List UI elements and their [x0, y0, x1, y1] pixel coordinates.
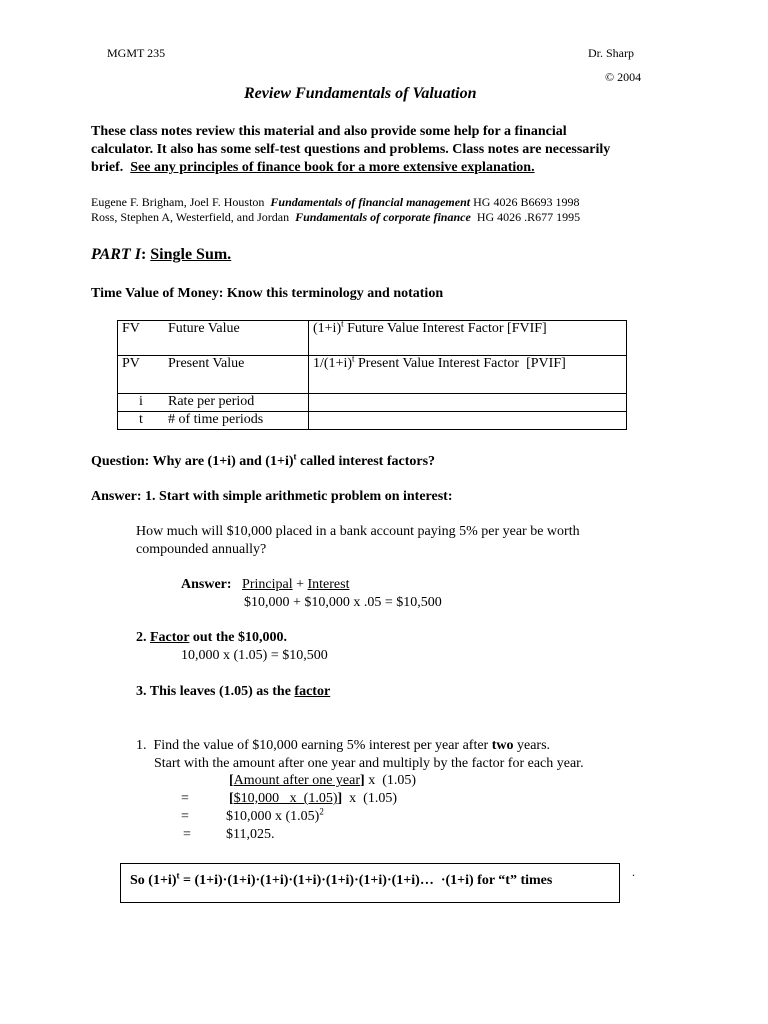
term-cell: # of time periods — [164, 412, 309, 430]
factor-cell — [309, 412, 627, 430]
factor-cell — [309, 394, 627, 412]
problem-line-1: How much will $10,000 placed in a bank account paying 5% per year be worth — [136, 524, 580, 539]
copyright: © 2004 — [605, 70, 642, 84]
reference-1: Eugene F. Brigham, Joel F. Houston Fundamentals of financial management HG 4026 B6693 1998 — [91, 195, 580, 209]
reference-2-book: Fundamentals of corporate finance — [295, 210, 471, 224]
term-cell: Present Value — [164, 356, 309, 394]
answer-calculation: $10,000 + $10,000 x .05 = $10,500 — [244, 595, 442, 610]
course-code: MGMT 235 — [107, 46, 166, 60]
table-row — [118, 394, 627, 412]
stray-mark: . — [632, 865, 635, 879]
extensive-explanation-note: See any principles of finance book for a more extensive explanation. — [130, 160, 535, 175]
reference-2: Ross, Stephen A, Westerfield, and Jordan Fundamentals of corporate finance HG 4026 .R677 1995 — [91, 210, 581, 224]
answer-formula: Answer: Principal + Interest — [181, 577, 350, 592]
part-name: Single Sum. — [150, 246, 232, 263]
abbr-cell: t — [118, 412, 165, 430]
table-row — [118, 412, 627, 430]
reference-1-book: Fundamentals of financial management — [270, 195, 471, 209]
part-heading: PART I: Single Sum. — [91, 246, 232, 263]
equals-sign: = — [181, 791, 189, 806]
example-line-2: Start with the amount after one year and multiply by the factor for each year. — [154, 756, 584, 771]
step-2-calculation: 10,000 x (1.05) = $10,500 — [181, 648, 328, 663]
terminology-table — [117, 320, 627, 430]
intro-line-2: calculator. It also has some self-test questions and problems. Class notes are necessarily — [91, 142, 611, 157]
term-cell: Rate per period — [164, 394, 309, 412]
intro-line-3: brief. See any principles of finance book for a more extensive explanation. — [91, 160, 535, 175]
equals-sign: = — [181, 809, 189, 824]
equals-sign: = — [183, 827, 191, 842]
intro-line-1: These class notes review this material and also provide some help for a financial — [91, 124, 567, 139]
example-row-2: [$10,000 x (1.05)] x (1.05) — [229, 791, 397, 806]
example-line-1: 1. Find the value of $10,000 earning 5% interest per year after two years. — [136, 738, 551, 753]
table-row — [118, 356, 627, 394]
problem-line-2: compounded annually? — [136, 542, 267, 557]
answer-step-1: Answer: 1. Start with simple arithmetic problem on interest: — [91, 489, 453, 504]
factor-cell: $1/(1+i)^t$ Present Value Interest Factor [PVIF] — [309, 356, 627, 394]
factor-cell: $(1+i)^t$ Future Value Interest Factor [FVIF] — [309, 321, 627, 356]
step-3: 3. This leaves (1.05) as the factor — [136, 684, 331, 699]
document-title: Review Fundamentals of Valuation — [244, 85, 477, 102]
example-row-4: $11,025. — [226, 827, 275, 842]
abbr-cell: PV — [118, 356, 165, 394]
example-row-1: [Amount after one year] x (1.05) — [229, 773, 417, 788]
abbr-cell: FV — [118, 321, 165, 356]
table-row — [118, 321, 627, 356]
question: Question: Why are (1+i) and $(1+i)^t$ called interest factors? — [91, 451, 436, 469]
summary-formula: So $(1+i)^t$ = (1+i)·(1+i)·(1+i)·(1+i)·(1+i)·(1+i)·(1+i)… ·(1+i) for “t” times — [130, 870, 553, 888]
example-row-3: $10,000 x $(1.05)^2$ — [226, 806, 324, 824]
tvm-heading: Time Value of Money: Know this terminology and notation — [91, 286, 444, 301]
author: Dr. Sharp — [588, 46, 634, 60]
abbr-cell: i — [118, 394, 165, 412]
step-2: 2. Factor out the $10,000. — [136, 630, 288, 645]
term-cell: Future Value — [164, 321, 309, 356]
